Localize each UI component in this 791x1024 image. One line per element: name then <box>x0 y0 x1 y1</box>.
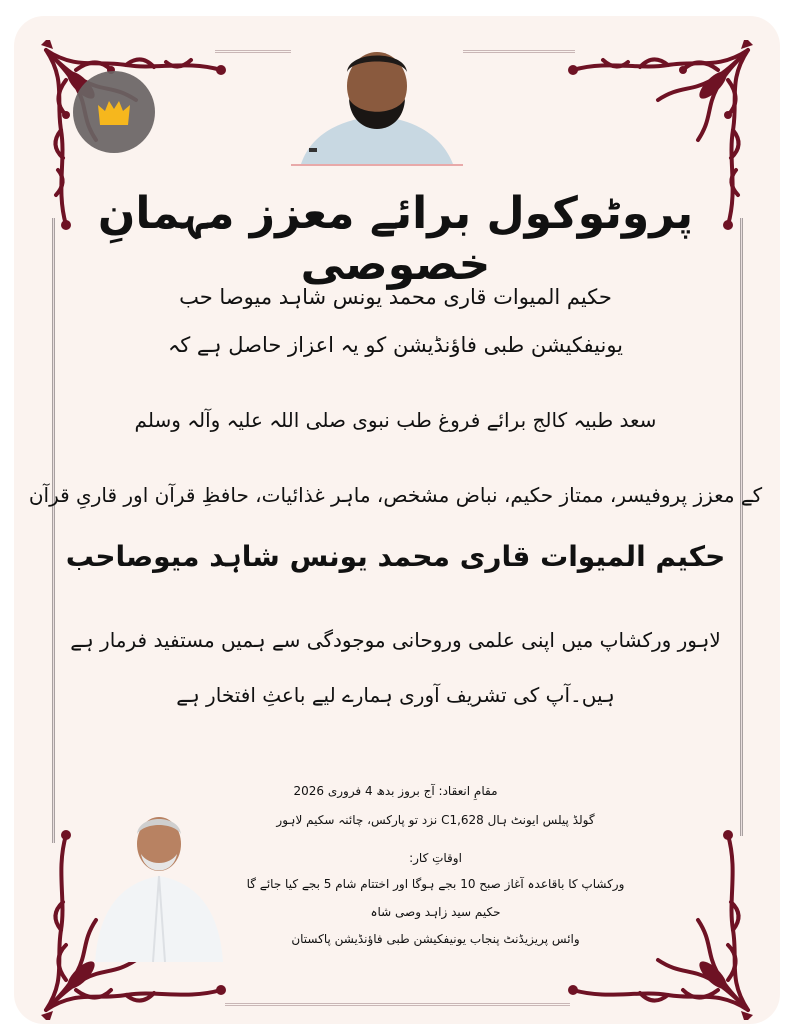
workshop-line: لاہور ورکشاپ میں اپنی علمی وروحانی موجودگی سے ہمیں مستفید فرمار ہے <box>70 628 721 652</box>
guest-name-line: حکیم المیوات قاری محمد یونس شاہد میوصا حب <box>179 285 612 309</box>
venue-address: گولڈ پیلس ایونٹ ہال C1,628 نزد تو پارکس، چائنہ سکیم لاہور <box>276 813 595 827</box>
highlight-name: حکیم المیوات قاری محمد یونس شاہد میوصاحب <box>65 540 726 573</box>
frame-left-line <box>52 218 55 843</box>
titles-line: کے معزز پروفیسر، ممتاز حکیم، نباض مشخص، ماہر غذائیات، حافظِ قرآن اور قاریِ قرآن <box>28 483 763 507</box>
signatory-name: حکیم سید زاہد وصی شاہ <box>370 905 501 919</box>
frame-right-line <box>740 218 743 836</box>
guest-portrait-photo <box>291 44 463 166</box>
timings-text: ورکشاپ کا باقاعدہ آغاز صبح 10 بجے ہوگا اور اختتام شام 5 بجے کیا جائے گا <box>246 877 625 891</box>
venue-date: مقامِ انعقاد: آج بروز بدھ 4 فروری 2026 <box>293 784 498 798</box>
page-title: پروٹوکول برائے معزز مہمانِ خصوصی <box>97 188 694 290</box>
frame-bottom-line <box>225 1003 570 1006</box>
pride-line: ہیں۔آپ کی تشریف آوری ہمارے لیے باعثِ افتخار ہے <box>176 683 615 707</box>
college-line: سعد طبیہ کالج برائے فروغ طب نبوی صلی اللہ علیہ وآلہ وسلم <box>134 408 657 432</box>
crown-badge[interactable] <box>73 71 155 153</box>
honor-line: یونیفکیشن طبی فاؤنڈیشن کو یہ اعزاز حاصل ہے کہ <box>167 333 624 357</box>
crown-icon <box>96 97 132 127</box>
signatory-title: وائس پریزیڈنٹ پنجاب یونیفکیشن طبی فاؤنڈیشن پاکستان <box>291 932 580 946</box>
timings-label: اوقاتِ کار: <box>409 851 462 865</box>
